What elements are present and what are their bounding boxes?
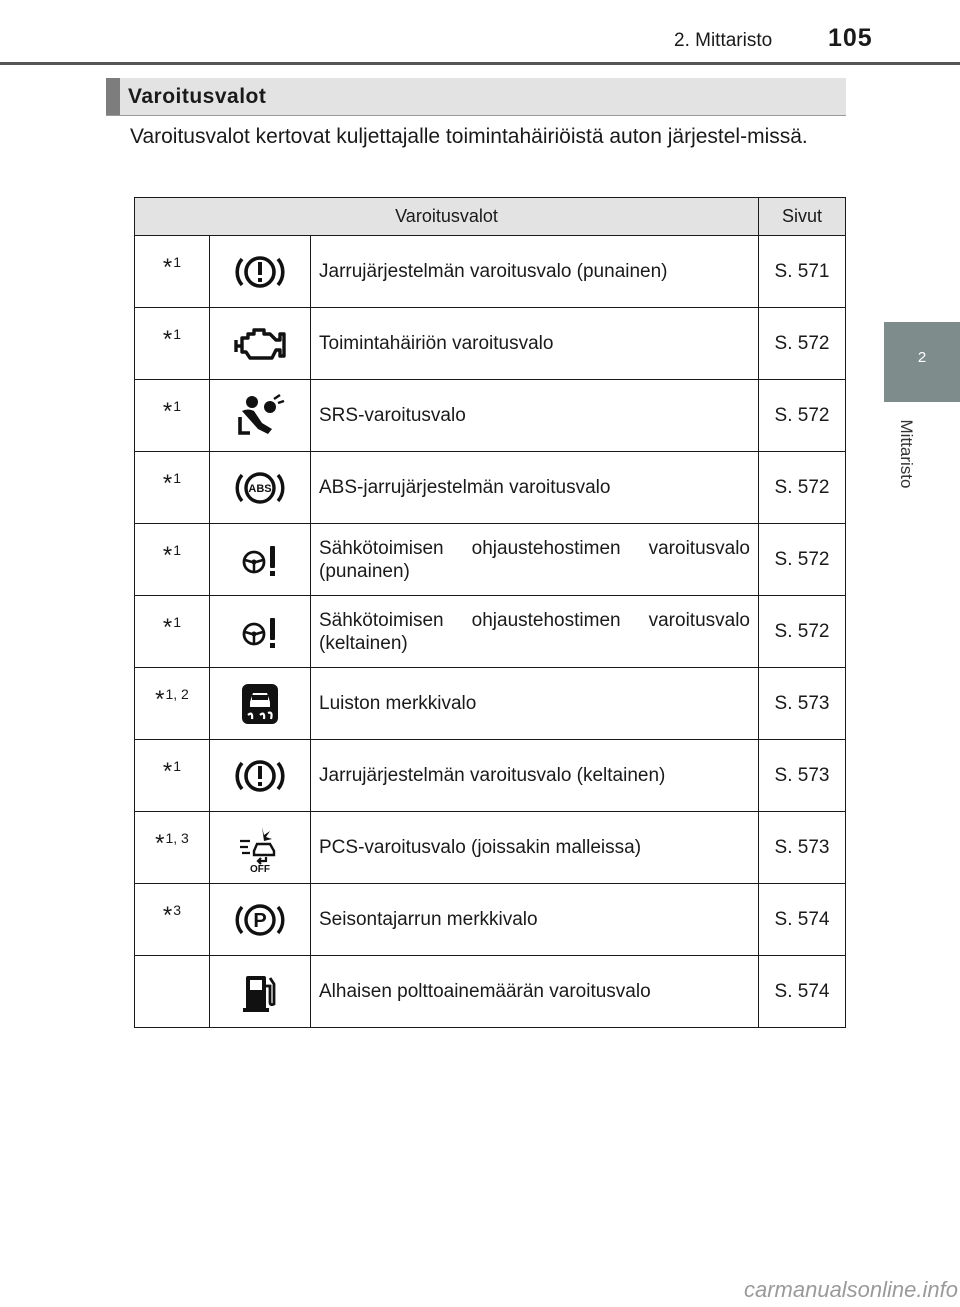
chapter-tab-number: 2 [917,349,927,366]
pcs-off-icon-text: OFF [250,863,270,873]
note-marker-number: 1 [173,470,182,486]
note-marker [155,686,189,714]
warning-light-description: Sähkötoimisen ohjaustehostimen varoitusvalo (keltainen) [311,596,759,668]
warning-light-description: PCS-varoitusvalo (joissakin malleissa) [311,812,759,884]
note-marker-star: * [162,470,173,497]
header-section-title: 2. Mittaristo [674,30,773,51]
power-steering-icon [210,524,311,596]
note-marker-star: * [162,542,173,569]
table-header-pages: Sivut [759,198,846,236]
chapter-tab-label [894,412,918,496]
note-marker-cell [135,596,210,668]
note-marker-cell [135,308,210,380]
note-marker [163,542,181,570]
warning-light-description: Jarrujärjestelmän varoitusvalo (punainen) [311,236,759,308]
warning-light-description: Sähkötoimisen ohjaustehostimen varoitusvalo (punainen) [311,524,759,596]
note-marker [163,470,181,498]
note-marker-cell [135,380,210,452]
section-heading-accent [106,78,120,115]
abs-icon-text: ABS [248,482,272,495]
note-marker-number: 1 [173,254,182,270]
page-reference-link[interactable]: S. 571 [759,236,846,308]
note-marker-star: * [155,686,165,713]
brake-warning-icon [210,236,311,308]
airbag-icon [210,380,311,452]
note-marker-star: * [162,614,173,641]
note-marker [163,326,181,354]
note-marker-number: 1 [173,326,182,342]
table-row [135,812,846,884]
note-marker-star: * [162,254,173,281]
page-reference-link[interactable]: S. 572 [759,380,846,452]
page-reference-link[interactable]: S. 572 [759,452,846,524]
warning-light-description: Luiston merkkivalo [311,668,759,740]
brake-warning-icon [210,740,311,812]
page-reference-link[interactable]: S. 572 [759,596,846,668]
note-marker-number: 1 [173,614,182,630]
section-heading-bar [106,78,846,116]
note-marker-cell [135,812,210,884]
table-row [135,308,846,380]
table-row [135,380,846,452]
warning-light-description: Seisontajarrun merkkivalo [311,884,759,956]
page-reference-link[interactable]: S. 574 [759,956,846,1028]
note-marker-number: 1 [173,398,182,414]
page-reference-link[interactable]: S. 572 [759,308,846,380]
table-row [135,740,846,812]
slip-indicator-icon [210,668,311,740]
note-marker-cell [135,668,210,740]
table-header-row [135,198,846,236]
power-steering-icon [210,596,311,668]
warning-light-description: ABS-jarrujärjestelmän varoitusvalo [311,452,759,524]
fuel-icon [210,956,311,1028]
note-marker-cell [135,524,210,596]
note-marker-number: 3 [173,902,182,918]
page-reference-link[interactable]: S. 573 [759,740,846,812]
warning-lights-table [134,197,846,1028]
warning-light-description: Toimintahäiriön varoitusvalo [311,308,759,380]
note-marker-star: * [162,326,173,353]
note-marker-number: 1 [173,542,182,558]
note-marker-cell [135,740,210,812]
section-title: Varoitusvalot [128,85,267,108]
chapter-tab[interactable] [884,322,960,402]
note-marker [163,902,181,930]
note-marker [155,830,189,858]
note-marker-cell [135,236,210,308]
note-marker-cell [135,884,210,956]
table-row [135,956,846,1028]
note-marker-number: 1 [173,758,182,774]
warning-light-description: Jarrujärjestelmän varoitusvalo (keltainen) [311,740,759,812]
note-marker [172,974,173,1002]
page-reference-link[interactable]: S. 573 [759,668,846,740]
page-number: 105 [828,24,873,52]
engine-check-icon [210,308,311,380]
chapter-tab-label-text: Mittaristo [897,419,916,489]
watermark: carmanualsonline.info [743,1277,958,1302]
note-marker-star: * [162,398,173,425]
note-marker [163,254,181,282]
note-marker [163,614,181,642]
page-reference-link[interactable]: S. 574 [759,884,846,956]
table-row [135,884,846,956]
table-row [135,596,846,668]
intro-paragraph: Varoitusvalot kertovat kuljettajalle toimintahäiriöistä auton järjestel-missä. [130,125,808,148]
page-reference-link[interactable]: S. 573 [759,812,846,884]
parking-icon-text: P [253,909,267,932]
pcs-off-icon [210,812,311,884]
header-rule [0,62,960,65]
table-row [135,236,846,308]
note-marker [163,758,181,786]
page-reference-link[interactable]: S. 572 [759,524,846,596]
parking-brake-icon [210,884,311,956]
warning-light-description: Alhaisen polttoainemäärän varoitusvalo [311,956,759,1028]
table-row [135,668,846,740]
note-marker [163,398,181,426]
table-row [135,524,846,596]
table-header-warning-lights: Varoitusvalot [135,198,759,236]
table-row [135,452,846,524]
note-marker-number: 1, 2 [165,686,189,702]
note-marker-cell [135,452,210,524]
warning-light-description: SRS-varoitusvalo [311,380,759,452]
note-marker-star: * [162,758,173,785]
note-marker-cell [135,956,210,1028]
note-marker-star: * [155,830,165,857]
note-marker-number: 1, 3 [165,830,189,846]
abs-icon [210,452,311,524]
note-marker-star: * [162,902,173,929]
